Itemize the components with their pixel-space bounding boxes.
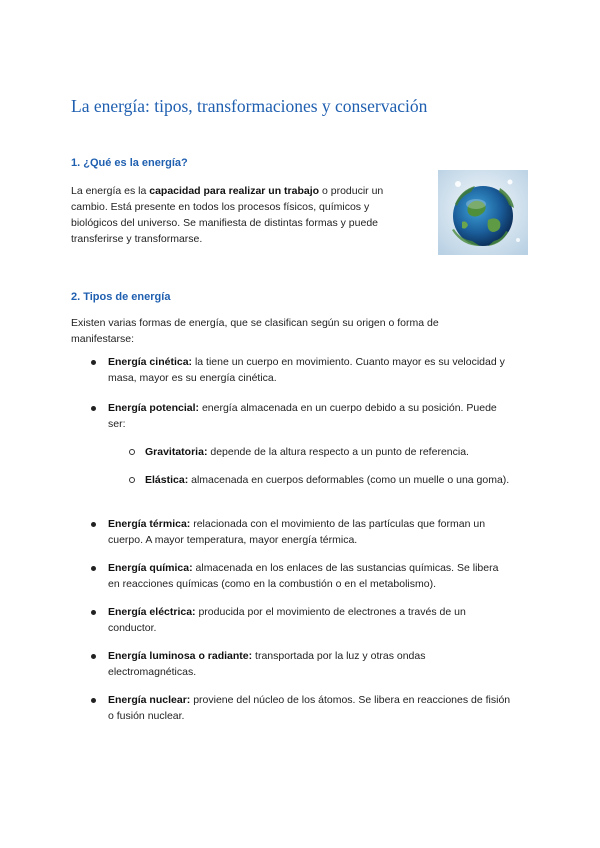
section-2-intro: Existen varias formas de energía, que se clasifican según su origen o forma de manifestarse: [71, 317, 439, 345]
globe-illustration [438, 170, 528, 255]
list-item [108, 560, 512, 592]
item-term: Energía eléctrica: [108, 606, 196, 618]
subitem-term: Elástica: [145, 474, 189, 486]
item-term: Energía nuclear: [108, 694, 191, 706]
item-term: Energía química: [108, 562, 193, 574]
item-text: relacionada con el movimiento de las partículas que forman un cuerpo. A mayor temperatura, mayor energía térmica. [108, 518, 486, 546]
subitem-text: almacenada en cuerpos deformables (como un muelle o una goma). [188, 474, 510, 486]
paragraph-text-end: o producir un cambio. Está presente en todos los procesos físicos, químicos y biológicos del universo. Se manifiesta de distintas formas y puede transferirse y transformarse. [71, 185, 384, 245]
document-title: La energía: tipos, transformaciones y conservación [71, 96, 428, 116]
paragraph-bold-text: capacidad para realizar un trabajo [149, 185, 320, 197]
list-item [108, 648, 512, 680]
item-text: producida por el movimiento de electrones a través de un conductor. [108, 606, 466, 634]
item-text: la tiene un cuerpo en movimiento. Cuanto mayor es su velocidad y masa, mayor es su energía cinética. [108, 356, 505, 384]
bullet-icon [91, 406, 96, 411]
list-item [108, 354, 512, 386]
subitem-text: depende de la altura respecto a un punto de referencia. [207, 446, 469, 458]
item-text: energía almacenada en un cuerpo debido a su posición. Puede ser: [108, 402, 497, 430]
section-1-paragraph [71, 183, 416, 247]
item-text: almacenada en los enlaces de las sustancias químicas. Se libera en reacciones químicas (como en la combustión o en el metabolismo). [108, 562, 499, 590]
bullet-icon [91, 522, 96, 527]
sub-list-item [145, 472, 512, 488]
item-text: proviene del núcleo de los átomos. Se libera en reacciones de fisión o fusión nuclear. [108, 694, 511, 722]
bullet-icon [91, 360, 96, 365]
bullet-icon [91, 654, 96, 659]
hollow-bullet-icon [129, 477, 135, 483]
bullet-icon [91, 566, 96, 571]
item-term: Energía cinética: [108, 356, 193, 368]
item-term: Energía luminosa o radiante: [108, 650, 253, 662]
list-item [108, 692, 512, 724]
bullet-icon [91, 698, 96, 703]
list-item [108, 516, 512, 548]
sub-list-item [145, 444, 512, 460]
list-item [108, 400, 512, 432]
globe-earth-image [438, 170, 528, 255]
item-term: Energía potencial: [108, 402, 200, 414]
item-text: transportada por la luz y otras ondas electromagnéticas. [108, 650, 426, 678]
section-1-heading: 1. ¿Qué es la energía? [71, 157, 188, 169]
subitem-term: Gravitatoria: [145, 446, 208, 458]
section-2-heading: 2. Tipos de energía [71, 291, 171, 303]
item-term: Energía térmica: [108, 518, 191, 530]
bullet-icon [91, 610, 96, 615]
paragraph-text-start: La energía es la [71, 185, 150, 197]
hollow-bullet-icon [129, 449, 135, 455]
list-item [108, 604, 512, 636]
